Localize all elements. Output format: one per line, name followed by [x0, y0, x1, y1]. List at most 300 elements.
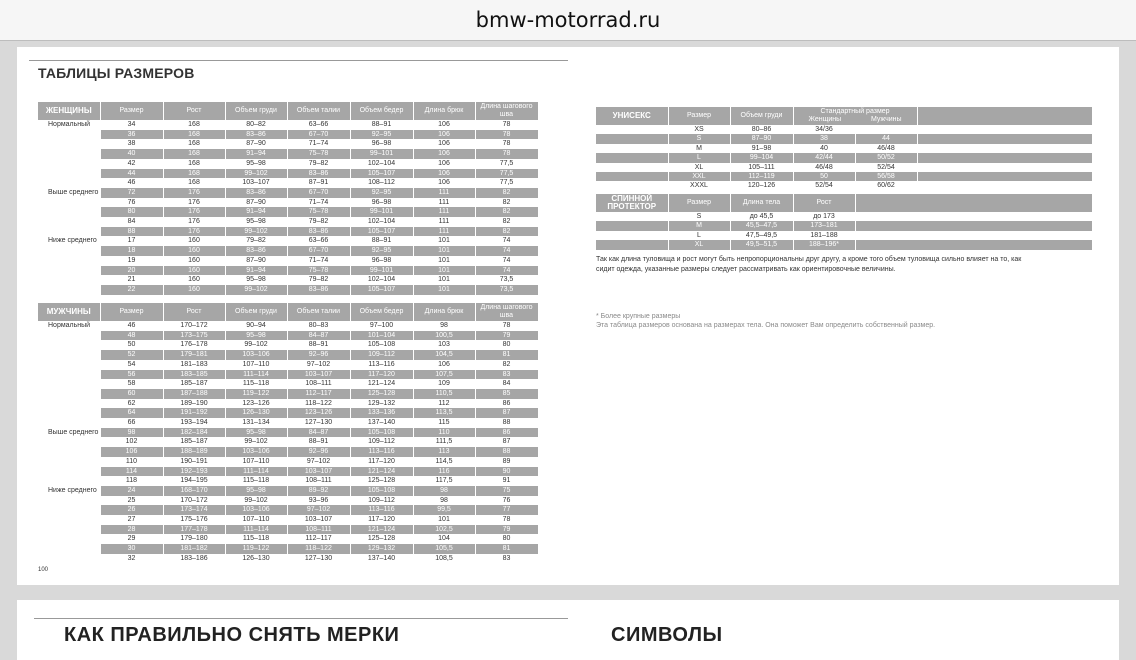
table-cell: 160 [163, 275, 225, 285]
table-cell: 103 [413, 340, 475, 350]
url-text: bmw-motorrad.ru [475, 8, 661, 32]
table-cell: 117–120 [350, 515, 413, 525]
table-cell: M [668, 144, 730, 153]
table-row [38, 525, 538, 535]
table-cell: 91–98 [730, 144, 793, 153]
table-cell: 105–108 [350, 486, 413, 496]
table-cell: 92–95 [350, 188, 413, 198]
table-cell: 88 [100, 227, 163, 237]
table-cell: 137–140 [350, 554, 413, 564]
table-row [38, 515, 538, 525]
table-cell: 77,5 [475, 159, 538, 169]
table-cell: 191–192 [163, 408, 225, 418]
table-cell: 110 [100, 457, 163, 467]
table-cell: 137–140 [350, 418, 413, 428]
table-row [38, 360, 538, 370]
col-women: Женщины [808, 116, 842, 123]
table-cell: 58 [100, 379, 163, 389]
table-row [38, 350, 538, 360]
col-size: Размер [668, 194, 730, 212]
header-cell: МУЖЧИНЫ [38, 303, 100, 321]
table-cell: 87 [475, 408, 538, 418]
table-cell: 111–114 [225, 467, 287, 477]
table-cell: 82 [475, 360, 538, 370]
table-cell: 160 [163, 266, 225, 276]
table-cell: 44 [100, 169, 163, 179]
table-cell: 99–102 [225, 340, 287, 350]
table-cell [38, 496, 100, 506]
table-cell: 89 [475, 457, 538, 467]
table-cell: 24 [100, 486, 163, 496]
table-cell: 125–128 [350, 534, 413, 544]
table-cell [855, 125, 917, 134]
table-cell: 76 [475, 496, 538, 506]
table-cell: 183–186 [163, 554, 225, 564]
table-row [38, 207, 538, 217]
table-cell: 190–191 [163, 457, 225, 467]
table-cell [38, 178, 100, 188]
table-cell: 117,5 [413, 476, 475, 486]
table-cell: 123–126 [287, 408, 350, 418]
table-cell: 95–98 [225, 275, 287, 285]
table-cell: 75 [475, 486, 538, 496]
table-cell: 63–66 [287, 120, 350, 130]
table-cell [38, 457, 100, 467]
table-cell: 95–98 [225, 159, 287, 169]
table-row [596, 134, 1092, 143]
table-cell [38, 246, 100, 256]
table-row [38, 178, 538, 188]
table-cell: 46/48 [793, 163, 855, 172]
table-cell: 112–119 [730, 172, 793, 181]
table-cell [38, 418, 100, 428]
table-row [38, 399, 538, 409]
table-cell: 60/62 [855, 181, 917, 190]
table-cell: 109 [413, 379, 475, 389]
table-cell: 110,5 [413, 389, 475, 399]
address-bar[interactable] [0, 0, 1136, 41]
table-cell: 76 [100, 198, 163, 208]
table-cell: 74 [475, 266, 538, 276]
table-cell: 82 [475, 227, 538, 237]
table-cell: 108–111 [287, 476, 350, 486]
table-row [38, 379, 538, 389]
table-cell: 175–176 [163, 515, 225, 525]
table-cell: 118 [100, 476, 163, 486]
table-cell: 83–86 [225, 130, 287, 140]
table-cell: 109–112 [350, 496, 413, 506]
table-cell: 45,5–47,5 [730, 221, 793, 230]
table-cell: 92–96 [287, 447, 350, 457]
table-cell: 103–106 [225, 505, 287, 515]
table-cell: 91–94 [225, 207, 287, 217]
table-cell: 80 [475, 340, 538, 350]
table-row [38, 544, 538, 554]
table-cell [38, 544, 100, 554]
table-cell: 103–107 [287, 515, 350, 525]
header-cell: Длина брюк [413, 102, 475, 120]
table-cell: 85 [475, 389, 538, 399]
table-cell: 79–82 [287, 275, 350, 285]
table-cell: 194–195 [163, 476, 225, 486]
table-cell: 38 [100, 139, 163, 149]
table-cell [38, 554, 100, 564]
header-cell: Рост [163, 102, 225, 120]
table-cell: 78 [475, 321, 538, 331]
table-cell: 115–118 [225, 476, 287, 486]
table-cell: 84 [100, 217, 163, 227]
table-cell: 52 [100, 350, 163, 360]
table-cell: 106 [413, 159, 475, 169]
table-cell: до 173 [793, 212, 855, 221]
table-cell: 88–91 [350, 120, 413, 130]
table-cell: 168–170 [163, 486, 225, 496]
table-cell: 46/48 [855, 144, 917, 153]
table-cell [38, 350, 100, 360]
table-cell: 181–182 [163, 544, 225, 554]
table-cell: 183–185 [163, 370, 225, 380]
table-cell: 160 [163, 285, 225, 295]
table-cell: 91 [475, 476, 538, 486]
table-cell: 34 [100, 120, 163, 130]
table-cell: XL [668, 240, 730, 249]
col-men: Мужчины [871, 116, 902, 123]
table-cell: 116 [413, 467, 475, 477]
table-cell: 121–124 [350, 525, 413, 535]
table-cell: 121–124 [350, 467, 413, 477]
table-cell: 91–94 [225, 149, 287, 159]
table-cell [38, 130, 100, 140]
table-cell: 115–118 [225, 534, 287, 544]
divider [34, 618, 568, 619]
table-cell [38, 389, 100, 399]
header-cell: Длина шагового шва [475, 303, 538, 321]
table-cell: 99,5 [413, 505, 475, 515]
table-row [38, 169, 538, 179]
table-cell: 83–86 [225, 246, 287, 256]
table-cell: 117–120 [350, 370, 413, 380]
table-row [38, 130, 538, 140]
table-cell: 62 [100, 399, 163, 409]
back-protector-label: СПИННОЙ ПРОТЕКТОР [596, 194, 668, 212]
table-cell: 97–100 [350, 321, 413, 331]
table-cell: 96–98 [350, 198, 413, 208]
table-cell: 99–102 [225, 496, 287, 506]
divider [29, 60, 568, 61]
table-cell: 72 [100, 188, 163, 198]
table-cell: 99–102 [225, 437, 287, 447]
header-cell: Размер [100, 102, 163, 120]
table-cell: 160 [163, 236, 225, 246]
table-cell: 90–94 [225, 321, 287, 331]
table-cell: 113,5 [413, 408, 475, 418]
table-cell: 106 [413, 169, 475, 179]
table-cell: S [668, 134, 730, 143]
col-chest: Объем груди [730, 107, 793, 125]
col-torso-length: Длина тела [730, 194, 793, 212]
table-cell: 101 [413, 236, 475, 246]
standard-size-label: Стандартный размер [820, 108, 890, 115]
table-row [38, 321, 538, 331]
table-cell: 27 [100, 515, 163, 525]
table-cell: 56/58 [855, 172, 917, 181]
table-cell: 168 [163, 139, 225, 149]
header-cell: Объем бедер [350, 303, 413, 321]
table-cell: 181–188 [793, 231, 855, 240]
table-cell: 80 [100, 207, 163, 217]
table-cell: 82 [475, 217, 538, 227]
table-cell: 46 [100, 321, 163, 331]
table-cell: 105–107 [350, 227, 413, 237]
col-height: Рост [793, 194, 855, 212]
table-cell: 102–104 [350, 275, 413, 285]
table-row [38, 227, 538, 237]
table-cell: 81 [475, 544, 538, 554]
table-cell: 52/54 [855, 163, 917, 172]
table-cell: 64 [100, 408, 163, 418]
table-cell: 160 [163, 256, 225, 266]
table-cell: 88 [475, 447, 538, 457]
table-cell: 168 [163, 178, 225, 188]
table-cell: 106 [413, 360, 475, 370]
table-cell: 75–78 [287, 266, 350, 276]
table-cell [38, 256, 100, 266]
table-cell: 177–178 [163, 525, 225, 535]
table-row [38, 188, 538, 198]
table-cell [38, 534, 100, 544]
table-cell: 99–102 [225, 227, 287, 237]
table-cell: 81 [475, 350, 538, 360]
table-cell: 129–132 [350, 544, 413, 554]
table-cell: 102–104 [350, 159, 413, 169]
table-cell [38, 515, 100, 525]
table-cell: 87 [475, 437, 538, 447]
table-row [38, 554, 538, 564]
table-cell: 71–74 [287, 256, 350, 266]
table-cell: 111–114 [225, 525, 287, 535]
table-cell: 32 [100, 554, 163, 564]
table-cell: 52/54 [793, 181, 855, 190]
table-cell: 63–66 [287, 236, 350, 246]
table-row [38, 256, 538, 266]
table-cell: 170–172 [163, 321, 225, 331]
table-cell: 95–98 [225, 486, 287, 496]
table-row [596, 231, 1092, 240]
table-cell: 106 [413, 120, 475, 130]
col-size: Размер [668, 107, 730, 125]
table-cell: 89–92 [287, 486, 350, 496]
table-cell: 118–122 [287, 399, 350, 409]
table-row [38, 408, 538, 418]
table-cell: 88–91 [287, 340, 350, 350]
header-cell: Объем бедер [350, 102, 413, 120]
table-cell: 117–120 [350, 457, 413, 467]
table-cell: 83 [475, 370, 538, 380]
table-cell: 125–128 [350, 389, 413, 399]
footnote-body-sizes: Эта таблица размеров основана на размерах тела. Она поможет Вам определить собственный размер. [596, 322, 936, 329]
table-cell: 97–102 [287, 457, 350, 467]
table-cell [38, 227, 100, 237]
table-row [596, 125, 1092, 134]
table-row [38, 447, 538, 457]
table-cell: 118–122 [287, 544, 350, 554]
table-cell: 48 [100, 331, 163, 341]
table-cell: Нормальный [38, 321, 100, 331]
table-cell: 86 [475, 428, 538, 438]
table-cell: 92–95 [350, 246, 413, 256]
table-cell: 83–86 [225, 188, 287, 198]
table-cell: 101 [413, 515, 475, 525]
table-cell: 83–86 [287, 227, 350, 237]
table-cell: Выше среднего [38, 188, 100, 198]
table-cell: XL [668, 163, 730, 172]
table-cell: 107–110 [225, 360, 287, 370]
table-cell: 119–122 [225, 389, 287, 399]
table-cell [38, 285, 100, 295]
table-cell: 113–116 [350, 505, 413, 515]
table-cell: 47,5–49,5 [730, 231, 793, 240]
table-cell: 80–82 [225, 120, 287, 130]
table-cell: 42 [100, 159, 163, 169]
table-cell: 95–98 [225, 428, 287, 438]
table-cell: 102–104 [350, 217, 413, 227]
table-cell: 80–83 [287, 321, 350, 331]
table-cell: 127–130 [287, 554, 350, 564]
table-cell: 50/52 [855, 153, 917, 162]
table-cell: 99–104 [730, 153, 793, 162]
measure-title: КАК ПРАВИЛЬНО СНЯТЬ МЕРКИ [64, 624, 400, 646]
table-cell: 101 [413, 256, 475, 266]
table-row [38, 275, 538, 285]
table-row [596, 163, 1092, 172]
table-cell: 97–102 [287, 505, 350, 515]
table-cell: 87–90 [225, 198, 287, 208]
table-cell: 108,5 [413, 554, 475, 564]
table-cell: 79 [475, 525, 538, 535]
table-cell: 189–190 [163, 399, 225, 409]
table-cell [38, 169, 100, 179]
table-cell: 83 [475, 554, 538, 564]
table-cell: 90 [475, 467, 538, 477]
table-cell: 102 [100, 437, 163, 447]
table-cell: 98 [100, 428, 163, 438]
table-cell: 103–107 [287, 370, 350, 380]
table-cell: 67–70 [287, 188, 350, 198]
table-cell: 113–116 [350, 360, 413, 370]
table-cell [38, 159, 100, 169]
table-cell: 71–74 [287, 198, 350, 208]
table-cell: L [668, 153, 730, 162]
symbols-title: СИМВОЛЫ [611, 624, 723, 646]
next-catalog-page [17, 600, 1119, 660]
table-cell: 46 [100, 178, 163, 188]
table-cell: 22 [100, 285, 163, 295]
table-cell: 108–111 [287, 525, 350, 535]
women-size-table [38, 102, 539, 295]
table-cell [38, 408, 100, 418]
table-cell: 93–96 [287, 496, 350, 506]
table-cell: 170–172 [163, 496, 225, 506]
table-cell [38, 476, 100, 486]
table-row [38, 428, 538, 438]
table-cell: 77 [475, 505, 538, 515]
table-cell: 25 [100, 496, 163, 506]
table-cell: 101–104 [350, 331, 413, 341]
table-cell [38, 447, 100, 457]
table-row [596, 212, 1092, 221]
table-cell: XXL [668, 172, 730, 181]
table-row [38, 217, 538, 227]
table-cell: 84 [475, 379, 538, 389]
table-cell: 107–110 [225, 457, 287, 467]
table-cell: 126–130 [225, 408, 287, 418]
table-cell: 105–108 [350, 428, 413, 438]
table-cell: 82 [475, 188, 538, 198]
table-cell: 91–94 [225, 266, 287, 276]
table-cell: 111 [413, 207, 475, 217]
table-cell [38, 370, 100, 380]
table-cell: 188–196* [793, 240, 855, 249]
table-row [38, 437, 538, 447]
table-cell: 185–187 [163, 379, 225, 389]
table-cell: 75–78 [287, 149, 350, 159]
table-cell: 74 [475, 246, 538, 256]
table-cell: 95–98 [225, 331, 287, 341]
table-cell: 114 [100, 467, 163, 477]
table-row [38, 389, 538, 399]
table-cell: 107–110 [225, 515, 287, 525]
header-cell: Рост [163, 303, 225, 321]
page-title: ТАБЛИЦЫ РАЗМЕРОВ [38, 65, 195, 81]
table-cell: 78 [475, 149, 538, 159]
table-row [38, 120, 538, 130]
table-cell: 125–128 [350, 476, 413, 486]
table-cell: 111 [413, 198, 475, 208]
table-cell: 87–90 [730, 134, 793, 143]
table-cell: 103–107 [225, 178, 287, 188]
table-cell: 83–86 [287, 285, 350, 295]
table-cell: 105–108 [350, 340, 413, 350]
table-cell: 17 [100, 236, 163, 246]
table-row [596, 172, 1092, 181]
table-cell: 80–86 [730, 125, 793, 134]
table-cell: 129–132 [350, 399, 413, 409]
table-cell: 176 [163, 227, 225, 237]
table-cell: 192–193 [163, 467, 225, 477]
table-cell: 109–112 [350, 437, 413, 447]
table-row [38, 476, 538, 486]
table-cell: 106 [413, 130, 475, 140]
table-cell: 88–91 [287, 437, 350, 447]
col-standard-size [793, 107, 917, 125]
table-cell: 176 [163, 188, 225, 198]
table-row [38, 246, 538, 256]
table-row [38, 534, 538, 544]
table-cell: 193–194 [163, 418, 225, 428]
table-cell: 101 [413, 275, 475, 285]
table-cell: 77,5 [475, 169, 538, 179]
table-cell: 111 [413, 227, 475, 237]
table-cell: 113–116 [350, 447, 413, 457]
table-cell: 98 [413, 486, 475, 496]
table-cell: 74 [475, 256, 538, 266]
table-cell: 106 [413, 149, 475, 159]
table-cell: 102,5 [413, 525, 475, 535]
table-cell: 95–98 [225, 217, 287, 227]
table-cell: 112–117 [287, 389, 350, 399]
header-cell: Длина шагового шва [475, 102, 538, 120]
table-cell: 188–189 [163, 447, 225, 457]
